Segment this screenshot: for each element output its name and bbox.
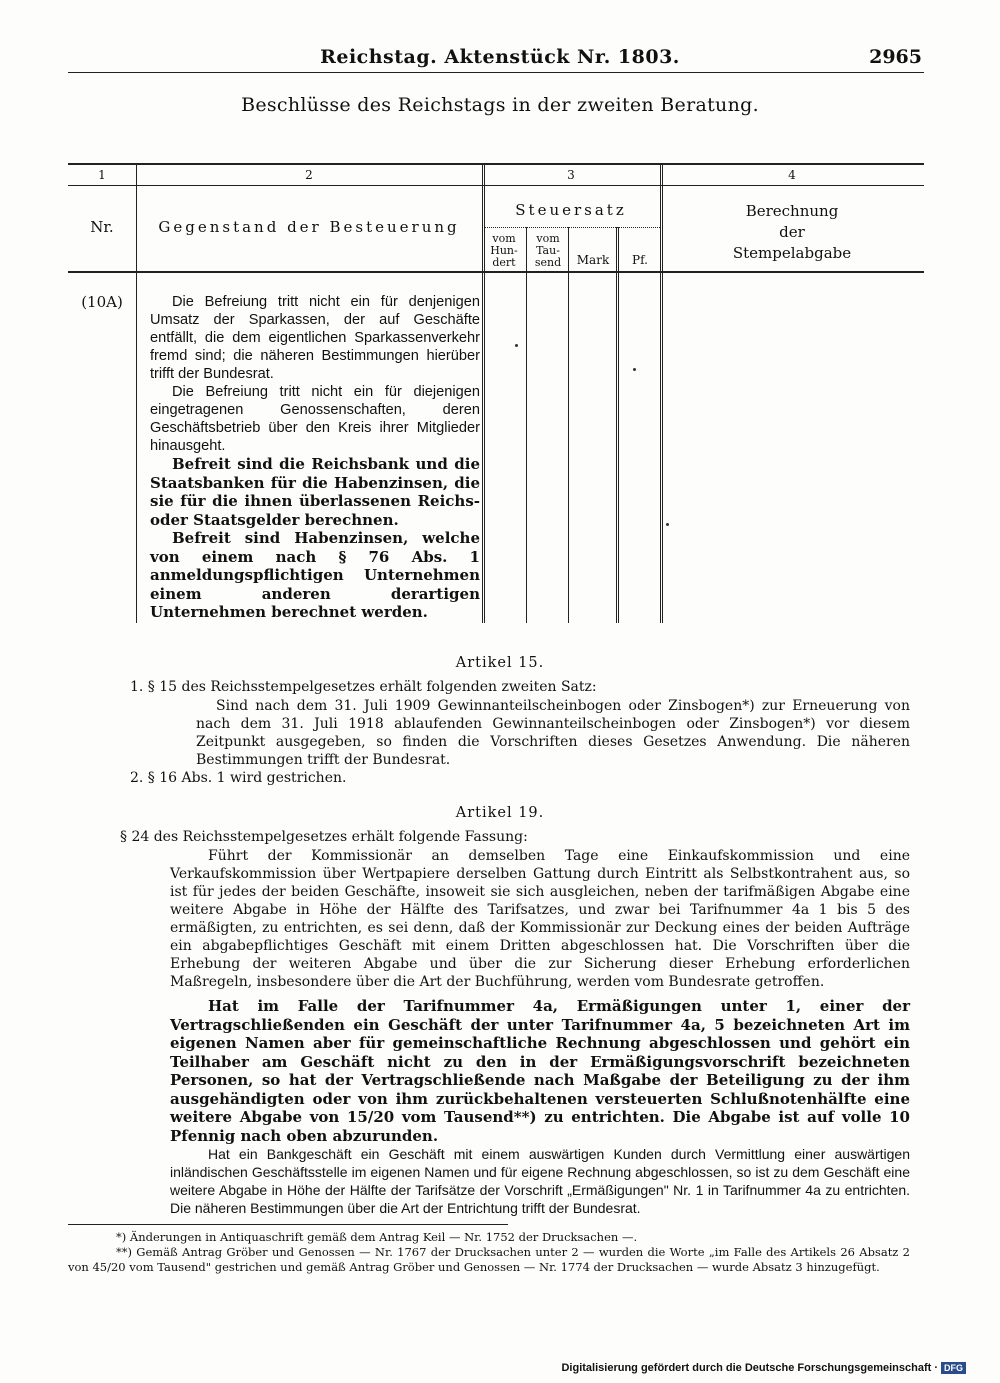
footnote-rule: [68, 1224, 508, 1225]
artikel-15-heading: Artikel 15.: [455, 655, 545, 671]
col4-header-line3: Stempelabgabe: [732, 244, 852, 262]
artikel-19-body: [170, 847, 910, 1217]
artikel-15-item-1-paragraph: Sind nach dem 31. Juli 1909 Gewinnanteilscheinbogen oder Zinsbogen*) zur Erneuerung von nach dem 31. Juli 1918 ablaufenden Gewinnanteilscheinbogen oder Zinsbogen*) vor diesem Zeitpunkt ausgegeben, so finden die Vorschriften dieses Gesetzes Anwendung. Die näheren Bestimmungen trifft der Bundesrat.: [196, 698, 910, 768]
col4-header-line1: Berechnung: [745, 202, 839, 220]
artikel-19-paragraph-1: Führt der Kommissionär an demselben Tage eine Einkaufskommission und eine Verkaufskommission über Wertpapiere derselben Gattung durch Eintritt als Selbstkontrahent aus, so ist für jedes der beiden Geschäfte, insoweit sie sich ausgleichen, neben der tarifmäßigen Abgabe eine weitere Abgabe in Höhe der Hälfte des Tarifsatzes, und zwar bei Tarifnummer 4a 1 bis 5 des ermäßigten, zu entrichten, es sei denn, daß der Kommissionär zur Deckung eines der beiden Aufträge ein abgabepflichtiges Geschäft mit einem Dritten abgeschlossen hat. Die Vorschriften über die Erhebung der weiteren Abgabe und über die zur Sicherung dieser Erhebung erforderlichen Maßregeln, insbesondere über die Art der Buchführung, werden vom Bundesrate getroffen.: [170, 848, 910, 990]
col-number-1: 1: [98, 168, 106, 182]
page-number: 2965: [869, 46, 922, 68]
digitization-credit: [561, 1362, 966, 1374]
row-paragraph-bold: Befreit sind die Reichsbank und die Staatsbanken für die Habenzinsen, die sie für die ihnen überlassenen Reichs- oder Staatsgelder berechnen.: [150, 455, 480, 529]
col3-sub-pf: Pf.: [632, 253, 648, 267]
footnote-2: **) Gemäß Antrag Gröber und Genossen — Nr. 1767 der Drucksachen unter 2 — wurden die Worte „im Falle des Artikels 26 Absatz 2 von 45/20 vom Tausend" gestrichen und gemäß Antrag Gröber und Genossen — Nr. 1774 der Drucksachen — wurde Absatz 3 hinzugefügt.: [68, 1245, 910, 1274]
running-head: Reichstag. Aktenstück Nr. 1803.: [320, 46, 680, 68]
row-paragraph-bold: Befreit sind Habenzinsen, welche von einem nach § 76 Abs. 1 anmeldungspflichtigen Unternehmen einem anderen derartigen Unternehmen berechnet werden.: [150, 529, 480, 621]
artikel-15-item-1: 1. § 15 des Reichsstempelgesetzes erhält folgenden zweiten Satz:: [130, 679, 597, 695]
artikel-15-item-1-text: [196, 697, 910, 769]
footnotes: [68, 1230, 910, 1275]
col3-sub-vom-tausend: vom Tau- send: [534, 232, 562, 269]
col3-sub-vom-hundert: vom Hun- dert: [490, 232, 518, 269]
col1-header: Nr.: [90, 218, 114, 236]
row-text: [150, 293, 480, 622]
row-paragraph: Die Befreiung tritt nicht ein für diejenigen eingetragenen Genossenschaften, deren Geschäftsbetrieb über den Kreis ihrer Mitglieder hinausgeht.: [150, 384, 480, 454]
artikel-15-item-2: 2. § 16 Abs. 1 wird gestrichen.: [130, 770, 347, 786]
footnote-1: *) Änderungen in Antiquaschrift gemäß dem Antrag Keil — Nr. 1752 der Drucksachen —.: [116, 1230, 638, 1244]
col-number-2: 2: [305, 168, 313, 182]
artikel-19-paragraph-3: Hat ein Bankgeschäft ein Geschäft mit einem auswärtigen Kunden durch Vermittlung einer auswärtigen inländischen Geschäftsstelle im eigenen Namen und für eigene Rechnung abgeschlossen, so ist zu dem Geschäft eine weitere Abgabe in Höhe der Hälfte der Tarifsätze der Vorschrift „Ermäßigungen" Nr. 1 in Tarifnummer 4a zu entrichten. Die näheren Bestimmungen über die Art der Entrichtung trifft der Bundesrat.: [170, 1146, 910, 1216]
col2-header: Gegenstand der Besteuerung: [158, 218, 460, 236]
artikel-19-heading: Artikel 19.: [455, 805, 545, 821]
artikel-19-intro: § 24 des Reichsstempelgesetzes erhält folgende Fassung:: [120, 829, 528, 845]
col4-header-line2: der: [779, 223, 805, 241]
col4-header: [660, 201, 924, 264]
dfg-logo: DFG: [941, 1362, 966, 1374]
header-rule: [68, 72, 924, 73]
col3-header: Steuersatz: [515, 201, 627, 219]
row-number: (10A): [81, 293, 123, 311]
col-number-4: 4: [788, 168, 796, 182]
row-paragraph: Die Befreiung tritt nicht ein für denjenigen Umsatz der Sparkassen, der auf Geschäfte entfällt, die dem eigentlichen Sparkassenverkehr fremd sind; die näheren Bestimmungen hierüber trifft der Bundesrat.: [150, 294, 480, 382]
col-number-3: 3: [567, 168, 575, 182]
credit-text: Digitalisierung gefördert durch die Deutsche Forschungsgemeinschaft ·: [561, 1362, 938, 1374]
artikel-19-paragraph-2: Hat im Falle der Tarifnummer 4a, Ermäßigungen unter 1, einer der Vertragschließenden ein Geschäft der unter Tarifnummer 4a, 5 bezeichneten Art im eigenen Namen aber für gemeinschaftliche Rechnung abgeschlossen und gehört ein Teilhaber am Geschäft nicht zu den in der Ermäßigungsvorschrift bezeichneten Personen, so hat der Vertragschließende nach Maßgabe der Beteiligung zu der ihm ausgehändigten oder von ihm zurückbehaltenen versteuerten Schlußnotenhälfte eine weitere Abgabe von 15/20 vom Tausend**) zu entrichten. Die Abgabe ist auf volle 10 Pfennig nach oben abzurunden.: [170, 997, 910, 1145]
col3-sub-mark: Mark: [576, 253, 610, 267]
section-title: Beschlüsse des Reichstags in der zweiten Beratung.: [241, 94, 759, 116]
